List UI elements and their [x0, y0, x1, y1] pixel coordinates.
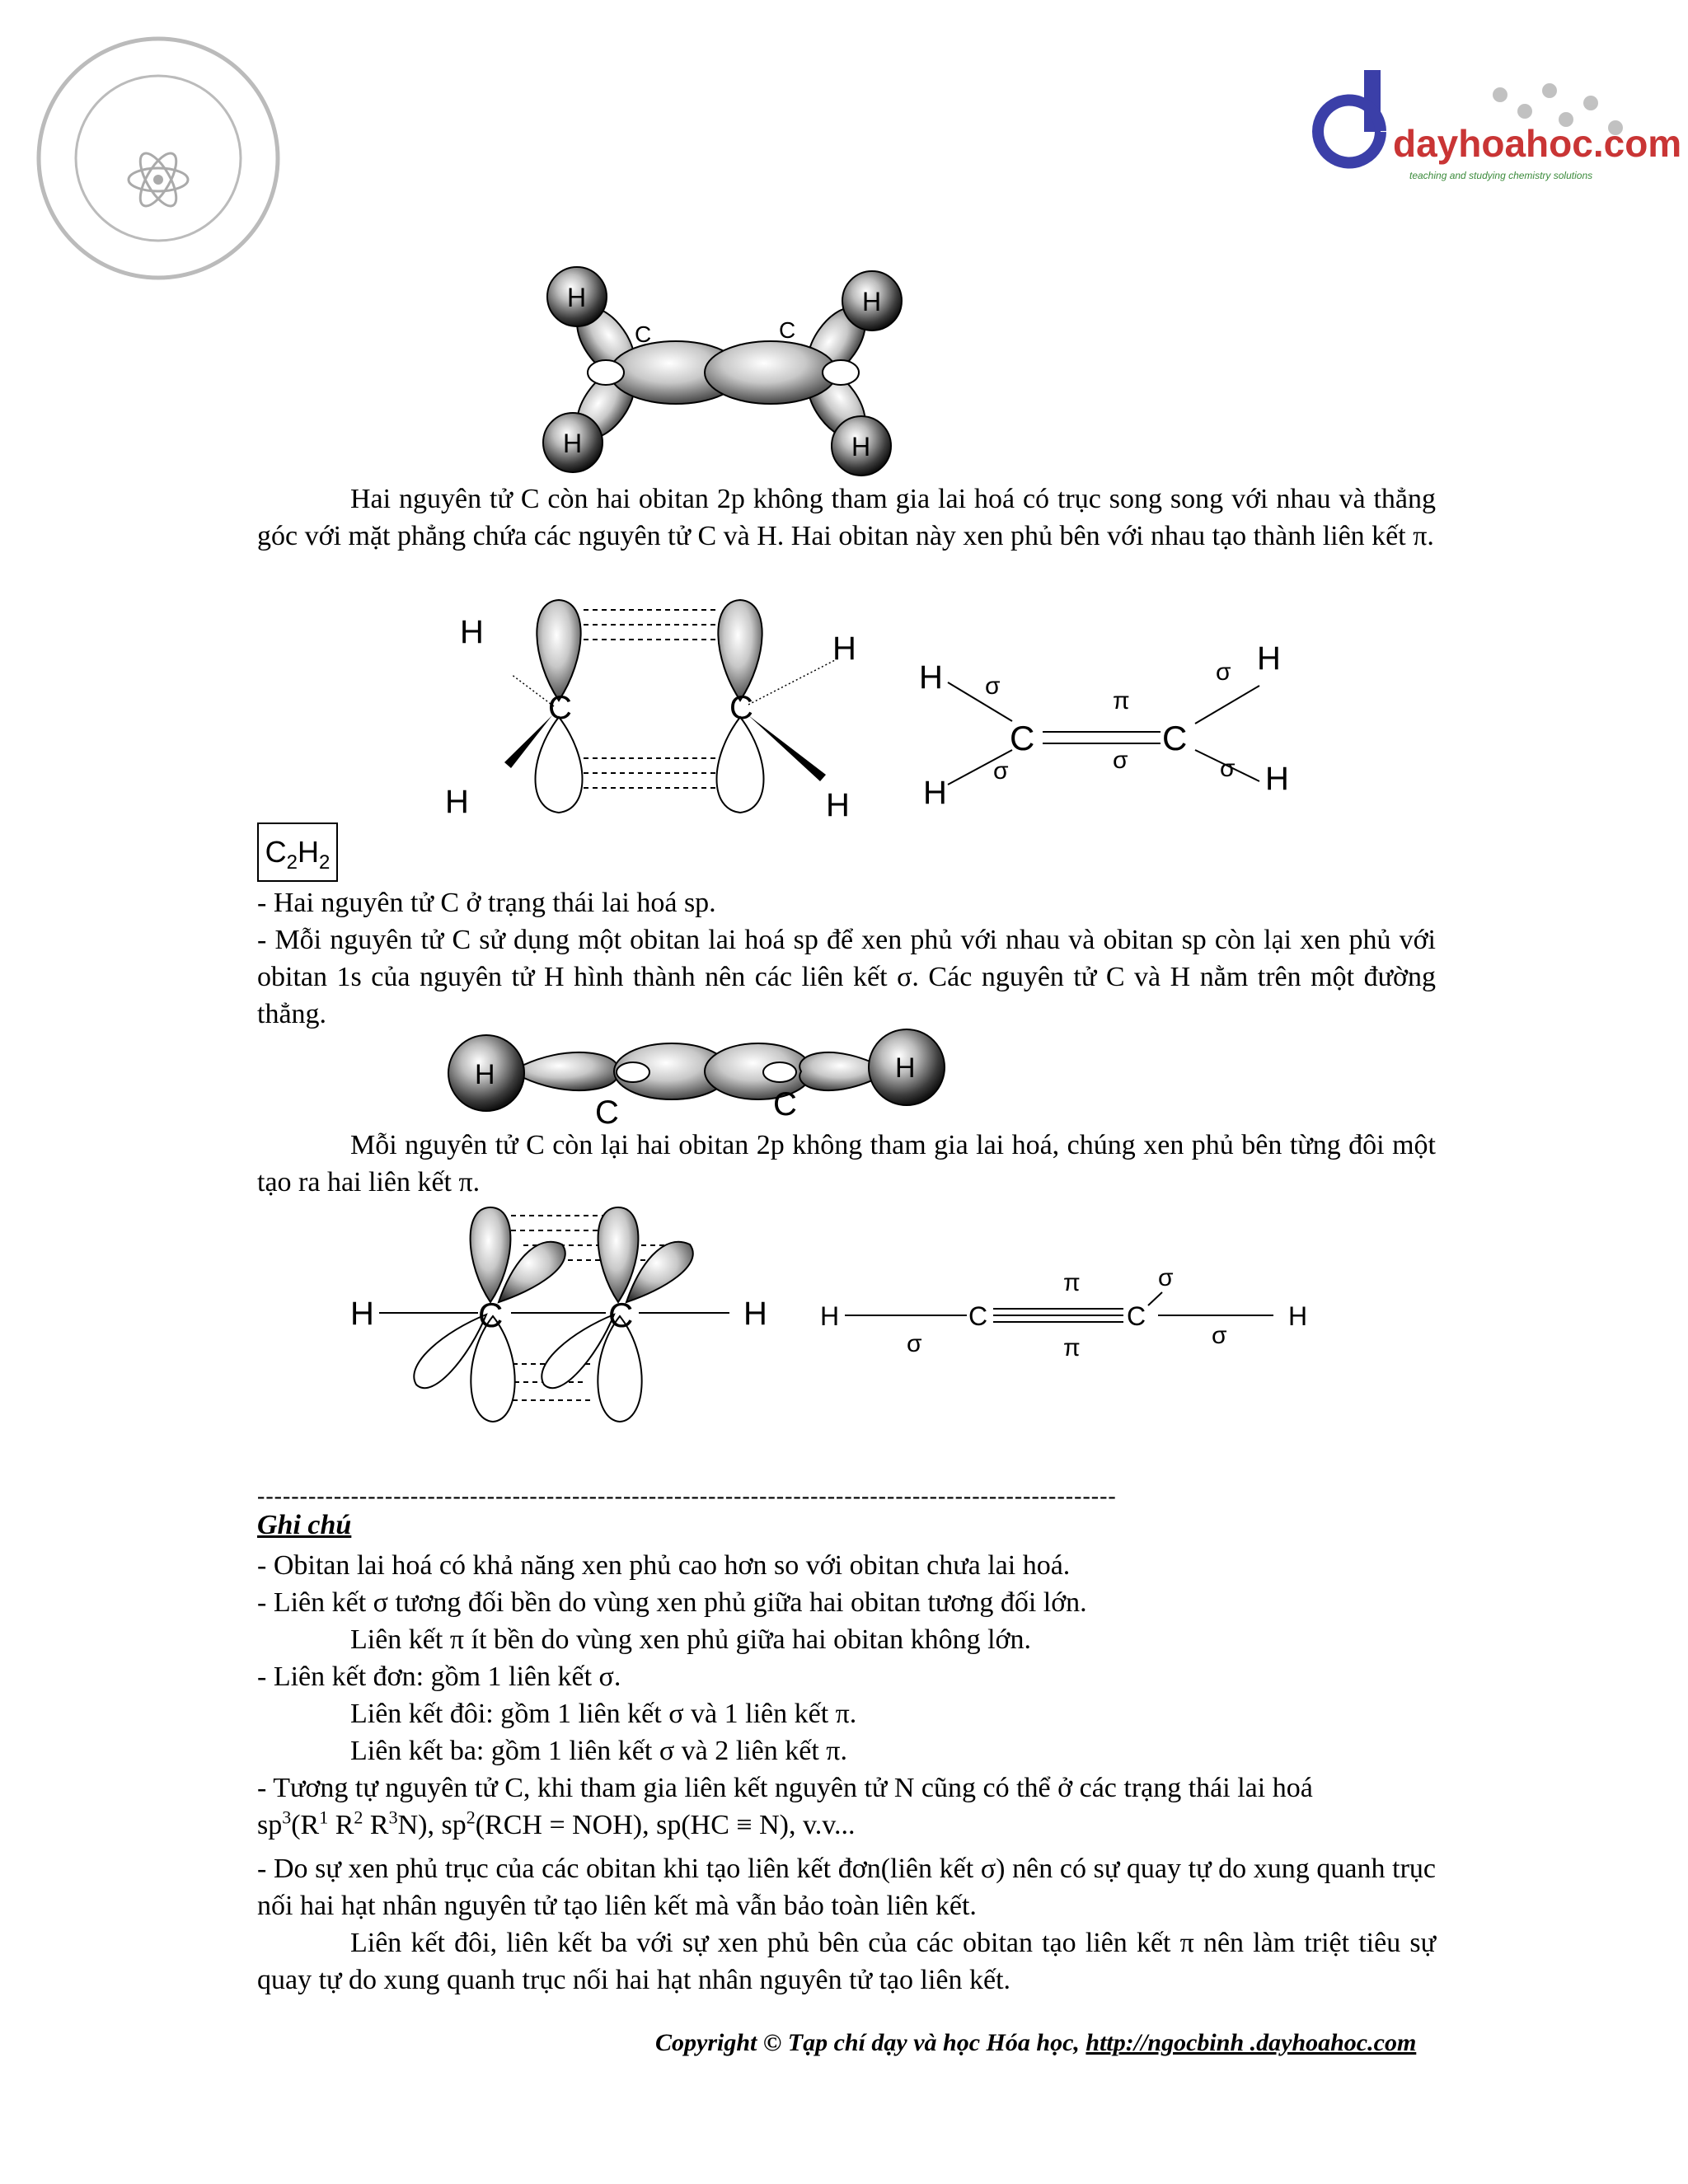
- acetylene-formula-box: $C_2H_2$: [257, 823, 338, 882]
- note-line: Liên kết đôi: gồm 1 liên kết σ và 1 liên kết π.: [350, 1699, 857, 1729]
- svg-text:C: C: [548, 690, 572, 726]
- svg-text:H: H: [743, 1296, 767, 1332]
- footer-copyright: Copyright © Tạp chí dạy và học Hóa học, http://ngocbinh .dayhoahoc.com: [655, 2029, 1417, 2056]
- svg-text:H: H: [460, 614, 484, 650]
- svg-text:C: C: [773, 1086, 797, 1122]
- svg-text:C: C: [1010, 719, 1035, 757]
- svg-text:H: H: [563, 429, 583, 458]
- ethylene-sigma-figure: [528, 260, 915, 478]
- svg-text:H: H: [826, 787, 850, 823]
- paragraph-free-rotation: - Do sự xen phủ trục của các obitan khi tạo liên kết đơn(liên kết σ) nên có sự quay tự do xung quanh trục nối hai hạt nhân nguyên tử tạo liên kết mà vẫn bảo toàn liên kết.: [257, 1854, 1436, 1921]
- svg-text:H: H: [567, 283, 587, 312]
- svg-text:σ: σ: [907, 1330, 922, 1357]
- paragraph-no-rotation: Liên kết đôi, liên kết ba với sự xen phủ bên của các obitan tạo liên kết π nên làm triệt tiêu sự quay tự do xung quanh trục nối hai hạt nhân nguyên tử tạo liên kết.: [257, 1928, 1436, 1995]
- svg-text:H: H: [1257, 640, 1281, 677]
- footer-link[interactable]: http://ngocbinh .dayhoahoc.com: [1085, 2029, 1417, 2056]
- svg-text:C: C: [595, 1094, 619, 1131]
- svg-text:H: H: [820, 1301, 840, 1331]
- note-line: - Obitan lai hoá có khả năng xen phủ cao hơn so với obitan chưa lai hoá.: [257, 1550, 1071, 1581]
- note-line: - Tương tự nguyên tử C, khi tham gia liên kết nguyên tử N cũng có thể ở các trạng thái lai hoá: [257, 1773, 1313, 1803]
- svg-text:C: C: [1127, 1301, 1146, 1331]
- svg-text:H: H: [919, 659, 943, 696]
- hybridization-examples: $sp^3(R^1$ $R^2$ $R^3N$), $sp^2(RCH = NOH)$, sp(HC ≡ N), v.v...: [257, 1807, 856, 1840]
- svg-text:H: H: [923, 775, 947, 811]
- svg-text:H: H: [862, 287, 882, 316]
- bullet-sigma-acetylene: - Mỗi nguyên tử C sử dụng một obitan lai hoá sp để xen phủ với nhau và obitan sp còn lại xen phủ với obitan 1s của nguyên tử H hình thành nên các liên kết σ. Các nguyên tử C và H nằm trên một đường thẳng.: [257, 925, 1436, 1029]
- svg-text:H: H: [475, 1059, 495, 1090]
- svg-text:H: H: [1288, 1301, 1308, 1331]
- svg-text:H: H: [832, 630, 856, 667]
- svg-text:H: H: [445, 784, 469, 820]
- svg-text:σ: σ: [1212, 1322, 1227, 1349]
- svg-text:σ: σ: [1216, 658, 1231, 686]
- acetylene-pi-figure: [346, 1199, 791, 1430]
- svg-text:C: C: [779, 317, 796, 343]
- ethylene-pi-figure: [445, 593, 874, 832]
- svg-text:σ: σ: [993, 757, 1009, 785]
- note-line: - Liên kết σ tương đối bền do vùng xen phủ giữa hai obitan tương đối lớn.: [257, 1587, 1087, 1618]
- svg-text:σ: σ: [1158, 1264, 1174, 1291]
- svg-text:σ: σ: [985, 673, 1001, 700]
- svg-text:π: π: [1063, 1269, 1081, 1296]
- note-line: - Liên kết đơn: gồm 1 liên kết σ.: [257, 1661, 621, 1692]
- section-divider: -----------------------------------------------------------------------------------------------------: [257, 1483, 1117, 1509]
- svg-text:σ: σ: [1113, 747, 1128, 774]
- svg-text:C: C: [729, 690, 753, 726]
- notes-title: Ghi chú: [257, 1510, 352, 1540]
- acetylene-bond-scheme: [812, 1253, 1323, 1376]
- acetylene-sigma-figure: [445, 1026, 956, 1129]
- svg-text:H: H: [895, 1052, 916, 1084]
- note-line: Liên kết π ít bền do vùng xen phủ giữa hai obitan không lớn.: [350, 1624, 1031, 1655]
- note-line: Liên kết ba: gồm 1 liên kết σ và 2 liên kết π.: [350, 1736, 847, 1766]
- svg-text:C: C: [635, 321, 652, 347]
- paragraph-pi-bond-ethylene: Hai nguyên tử C còn hai obitan 2p không tham gia lai hoá có trục song song với nhau và thẳng góc với mặt phẳng chứa các nguyên tử C và H. Hai obitan này xen phủ bên với nhau tạo thành liên kết π.: [257, 484, 1436, 551]
- svg-text:C: C: [1162, 719, 1188, 757]
- ethylene-bond-scheme: [915, 635, 1311, 824]
- svg-text:H: H: [851, 432, 871, 462]
- svg-text:H: H: [1265, 761, 1289, 797]
- svg-text:σ: σ: [1220, 755, 1236, 782]
- svg-text:π: π: [1113, 687, 1130, 715]
- svg-text:C: C: [968, 1301, 988, 1331]
- stamp-seal: [33, 33, 284, 284]
- bullet-sp-hybridization: - Hai nguyên tử C ở trạng thái lai hoá sp.: [257, 888, 716, 918]
- svg-text:C: C: [608, 1296, 634, 1334]
- svg-text:teaching and studying chemistr: teaching and studying chemistry solutions: [1409, 170, 1593, 181]
- svg-text:dayhoahoc.com: dayhoahoc.com: [1393, 122, 1682, 165]
- svg-text:π: π: [1063, 1334, 1081, 1361]
- svg-text:H: H: [350, 1296, 374, 1332]
- site-logo: [1319, 62, 1682, 194]
- svg-text:C: C: [478, 1296, 504, 1334]
- paragraph-pi-bond-acetylene: Mỗi nguyên tử C còn lại hai obitan 2p không tham gia lai hoá, chúng xen phủ bên từng đôi một tạo ra hai liên kết π.: [257, 1130, 1436, 1197]
